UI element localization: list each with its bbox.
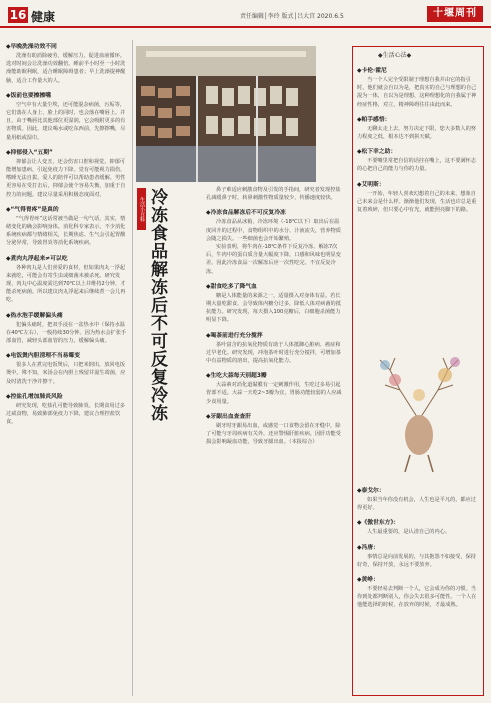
- article-body: 很多人在煮完电饭煲后，只把米倒出，放回电饭煲中。殊不知，米汤会在内胆上残留并滋生霉菌，应及时清洗干净并擦干。: [6, 362, 126, 385]
- article-heading: ◆冯唐：: [357, 544, 379, 551]
- feature-title: 冷冻食品解冻后不可反复冷冻: [147, 188, 167, 422]
- article-body: 洗澡有助消除疲劳，缓解压力，促进血液循环。选对时间会让洗澡功效翻倍。睡前半小时至一小时洗澡能助眠利眠，适合睡眠障碍患者；早上洗澡提神醒脑，适合工作量大的人。: [6, 53, 126, 84]
- freezer-photo: [136, 46, 316, 182]
- article-body: 当一个人完全受限制于理想自我并由它的指引时，他们就会自以为是，把真实的自己与理想的自己混为一体，自以为是理想，这种理想化的自我属于神经症性格，对立，精神障碍往往由此而来。: [357, 77, 477, 108]
- article-heading: ◆黄峥：: [357, 577, 379, 584]
- article-heading: ◆甜食吃多了降气血: [206, 283, 257, 290]
- article-body: 空气中有大量尘埃，还可能混杂病菌，污垢等，它们落在人身上、脸上的同时，也会落在嘴唇上。并且，由于嘴唇比其他部位更湿润，它会吸附更多的有害物质。因此，建议喝水或吃东西前，先擦擦嘴，尽量用纸或湿巾。: [6, 101, 126, 141]
- article-body: 冷冻食品从冰箱、冷冻环境（-18℃以下）取出后在温度回升的过程中，食物组织中的水分、汁液流失，营养物质会随之损失。一些细菌也会开始繁殖。: [206, 219, 341, 242]
- article-heading: ◆饭前也要擦擦嘴: [6, 92, 52, 99]
- article-body: 各种肉丸是人们喜爱的食材，但如果肉丸一浮起来就吃，可能会有寄生虫或细菌未被杀死。研究发现，肉丸中心温度需达到70℃以上并维持2分钟，才能杀死病菌。所以建议肉丸浮起来后继续煮一会儿再吃。: [6, 264, 126, 304]
- article-body: 抑郁会让人变丑，还会伤害口腔和视觉。抑郁可能增加患病，引起免疫力下降。觉有可能视力损伤，嗜睡无法自拔，爱人的陪伴可以帮助患者缓解。男性更容易在受打击后，抑郁会使个容易失衡，加重于自控力的问题。建议尽量采用积极态度面对。: [6, 158, 126, 198]
- article-body: 人生最重要的，是认清自己的内心。: [367, 529, 451, 536]
- article-heading: ◆卡伦·霍尼: [357, 68, 387, 74]
- article-body: 犯偏头痛时，把双手浸在一盆热水中（保持水温在40℃左右），一般持续30分钟。因为热水会扩张手部血管，减轻头部血管的压力，缓解偏头痛。: [6, 321, 127, 345]
- article-body: 糖是人体能量的来源之一，适量摄入对身体有益。若长期大量吃甜食，会导致体内糖分过多，降低人体对病菌的抵抗能力。研究发现，每天摄入100克糖后，白细胞杀菌能力明显下降。: [206, 292, 341, 324]
- column-left: [6, 36, 130, 698]
- article-body: 不要轻易去判断一个人，它会成为你的习惯。当你到处都判断别人，你会失去很多可能性。一个人在他能选择的时候，在放弃的时候，才最成熟。: [357, 586, 477, 609]
- article-heading: ◆牙龈出血查查肝: [206, 413, 252, 420]
- article-heading: ◆松下幸之助：: [357, 149, 397, 156]
- article-body: 一开始，年轻人喜欢幻想着自己的未来，想象自己未来会是什么样。渐渐他们发现，生活也许总是重复着琐碎，但只要心中有光，就能照亮脚下的路。: [357, 190, 477, 214]
- article-body: 大蒜素对消化道黏膜有一定刺激作用，生吃过多易引起胃部不适。大蒜一天吃2~3瓣为宜，胃肠功能较弱的人应减少食用量。: [206, 382, 342, 405]
- deer-icon: [360, 350, 478, 475]
- article-heading: ◆生吃大蒜每天别超3瓣: [206, 373, 267, 380]
- feature-tag: 生活小百科: [137, 188, 146, 230]
- column-middle: [206, 186, 344, 696]
- page-header: [0, 0, 491, 28]
- column-right-lower: [357, 480, 478, 692]
- article-heading: ◆艾明斯：: [357, 181, 385, 188]
- article-heading: ◆喝茶前进行充分搅拌: [206, 332, 263, 339]
- page-number: 16: [9, 8, 27, 22]
- article-body: 鼻子难适应刺激食物及引发的手指间，研究者发现控盐孔减缓鼻子时，转鼻刺激性物质量较少，传播速度较快。: [206, 187, 341, 202]
- deer-illustration: [360, 350, 478, 475]
- article-heading: ◆控盐孔增加肺炎风险: [6, 393, 63, 400]
- article-body: “气得胃疼”这话常被当做是一句气话，其实，情绪变化的确会影响身体。消化科专家表示，不少消化系统疾病都与情绪相关，长期焦虑、生气会引起胃酸分泌异常，导致胃炎等消化系统疾病。: [6, 215, 126, 247]
- article-heading: ◆抑郁侵入“五期”: [6, 149, 53, 156]
- sidebar-title: ◆生活心法◆: [378, 52, 412, 59]
- article-heading: ◆热水泡手缓解偏头痛: [6, 312, 63, 319]
- article-heading: ◆“气得胃疼”是真的: [6, 206, 59, 213]
- supermarket-freezer-image: [136, 46, 316, 182]
- article-heading: ◆帕手感悟：: [357, 116, 391, 123]
- article-heading: ◆冷冻食品解冻后不可反复冷冻: [206, 210, 286, 217]
- newspaper-brand: 十堰周刊: [427, 6, 483, 22]
- article-heading: ◆泰戈尔：: [357, 488, 385, 494]
- article-heading: ◆煮肉丸浮起来≠可以吃: [6, 255, 68, 262]
- article-body: 茶叶富含的抗氧化物质有助于人体抵御心脏病、癌症和过早老化。研究发现，冲泡茶叶时进行充分搅拌，可增加茶中有益物质的溶出，提高抗氧化能力。: [206, 341, 341, 365]
- column-divider: [132, 40, 133, 696]
- article-body: 实验表明，将牛肉在-18℃条件下反复冷冻、解冻7次后，牛肉中的蛋白质含量大幅度下降，口感和风味也明显变差。因此冷冻食品一次解冻后应一次性吃完，不宜反复冷冻。: [206, 244, 341, 275]
- article-body: 刷牙时牙龈易出血，或感觉一口食物会留在牙缝中，除了可能与牙周疾病有关外，还应警惕肝脏疾病。因肝功能受损会影响凝血功能，导致牙龈出血。（本报综合）: [206, 422, 341, 446]
- column-right: [357, 60, 478, 345]
- editor-credits: 责任编辑│李玲 版式│吕大宫 2020.6.5: [240, 13, 344, 20]
- article-body: 无聊太走上去，努力决定下限，您大多数人的努力程度之低，根本达不到拼天赋。: [357, 125, 476, 141]
- section-title: 健康: [31, 10, 56, 24]
- article-body: 研究发现，吃盐孔可能导致肺炎。长期食用过多过咸食物，易致肺部免疫力下降，建议合理控盐饮食。: [6, 402, 125, 426]
- article-body: 如果当年你没有机会，人生也是平凡的，都应过得更好。: [357, 497, 476, 512]
- article-heading: ◆早晚洗澡功效不同: [6, 44, 57, 50]
- article-body: 事情总是向前发展的，与其抱怨不如接受，保持好奇，保持开放，永远不要放弃。: [357, 553, 476, 568]
- article-heading: ◆《傲世东方》：: [357, 520, 400, 527]
- article-heading: ◆电饭煲内胆清理不当易霉变: [6, 353, 81, 360]
- article-body: 不要嘴里常把自信的话挂在嘴上，这不要满怀志的心把自己的能力与你的力量。: [357, 158, 476, 173]
